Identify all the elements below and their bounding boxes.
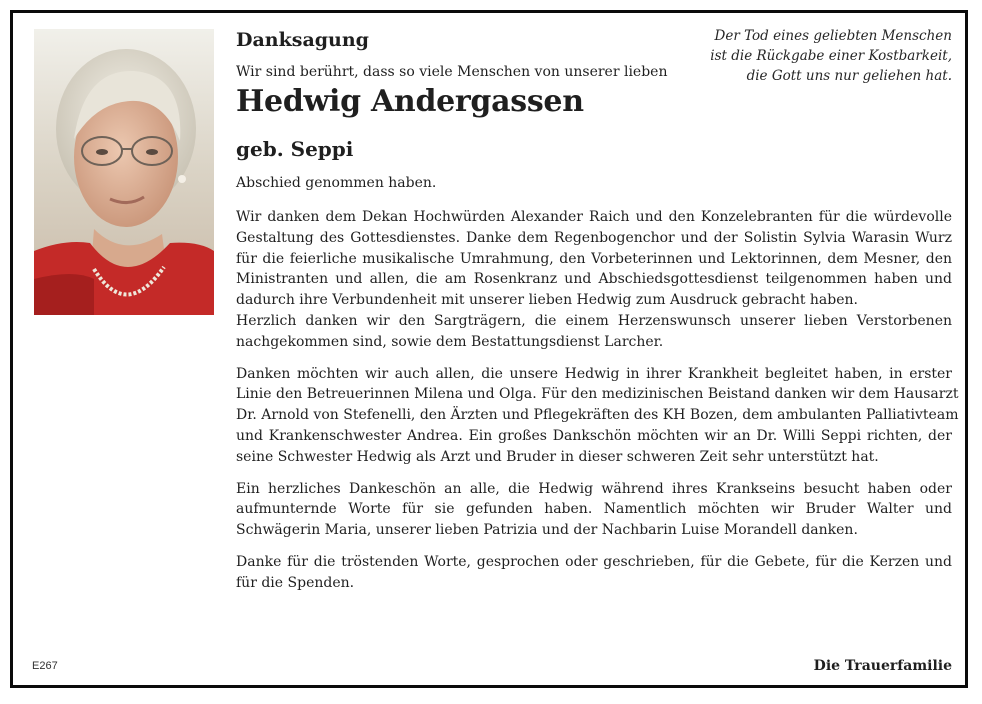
maiden-name: geb. Seppi: [236, 137, 354, 161]
text-line: seine Schwester Hedwig als Arzt und Bruder in dieser schweren Zeit sehr unterstützt hat.: [236, 448, 879, 465]
text-line: Ein herzliches Dankeschön an alle, die Hedwig während ihres Krankseins besucht haben oder: [236, 480, 952, 497]
text-line: Danke für die tröstenden Worte, gesprochen oder geschrieben, für die Gebete, für die Kerzen und: [236, 553, 952, 570]
signature: Die Trauerfamilie: [813, 658, 952, 674]
motto-line: Der Tod eines geliebten Menschen: [714, 28, 952, 44]
motto-line: die Gott uns nur geliehen hat.: [746, 68, 952, 84]
text-line: nachgekommen sind, sowie dem Bestattungsdienst Larcher.: [236, 333, 664, 350]
text-line: Gestaltung des Gottesdienstes. Danke dem Regenbogenchor und der Solistin Sylvia Warasin Wurz: [236, 229, 952, 246]
text-line: für die feierliche musikalische Umrahmung, den Vorbeterinnen und Lektorinnen, dem Mesner, den: [236, 250, 952, 267]
paragraph: [236, 364, 959, 468]
text-line: Wir danken dem Dekan Hochwürden Alexander Raich und den Konzelebranten für die würdevolle: [236, 209, 952, 225]
motto-quote: [652, 26, 952, 86]
deceased-name: Hedwig Andergassen: [236, 84, 584, 119]
notice-code: E267: [32, 660, 58, 672]
farewell-text: Abschied genommen haben.: [236, 175, 437, 191]
text-line: Schwägerin Maria, unserer lieben Patrizia und der Nachbarin Luise Morandell danken.: [236, 522, 858, 539]
intro-text: Wir sind berührt, dass so viele Menschen von unserer lieben: [236, 64, 668, 80]
text-line: Linie den Betreuerinnen Milena und Olga. Für den medizinischen Beistand danken wir dem Hausarzt: [236, 386, 959, 403]
paragraph: [236, 552, 952, 594]
text-line: aufmunternde Worte für sie gefunden haben. Namentlich möchten wir Bruder Walter und: [236, 501, 952, 518]
thanks-body: [236, 207, 959, 605]
text-line: Ministranten und allen, die am Rosenkranz und Abschiedsgottesdienst teilgenommen haben und: [236, 271, 952, 288]
heading: Danksagung: [236, 29, 369, 51]
paragraph: [236, 479, 952, 541]
text-line: Herzlich danken wir den Sargträgern, die einem Herzenswunsch unserer lieben Verstorbenen: [236, 312, 952, 329]
portrait-photo: [34, 29, 214, 315]
text-line: Dr. Arnold von Stefenelli, den Ärzten und Pflegekräften des KH Bozen, dem ambulanten Palliativteam: [236, 407, 959, 424]
text-line: für die Spenden.: [236, 574, 355, 591]
paragraph: [236, 207, 952, 353]
motto-line: ist die Rückgabe einer Kostbarkeit,: [710, 48, 952, 64]
text-line: und Krankenschwester Andrea. Ein großes Dankschön möchten wir an Dr. Willi Seppi richten, der: [236, 427, 952, 444]
text-line: Danken möchten wir auch allen, die unsere Hedwig in ihrer Krankheit begleitet haben, in erster: [236, 365, 952, 382]
text-line: dadurch ihre Verbundenheit mit unserer lieben Hedwig zum Ausdruck gebracht haben.: [236, 292, 858, 309]
